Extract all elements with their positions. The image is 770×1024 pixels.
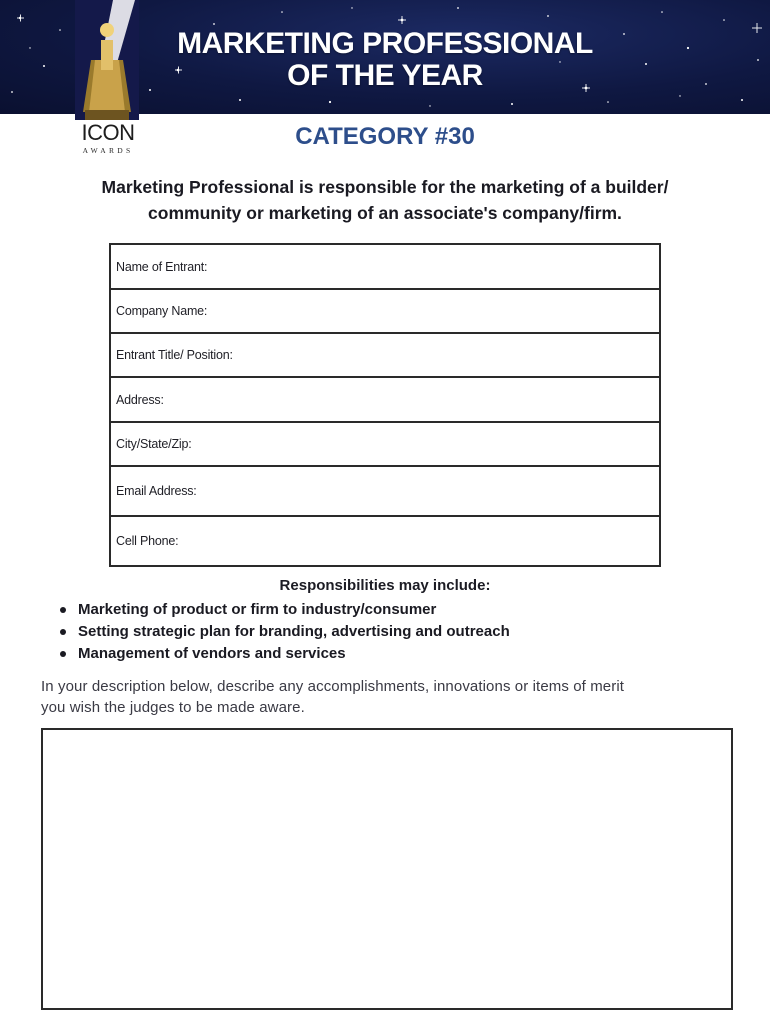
description-instructions <box>41 676 731 718</box>
logo-text: ICON <box>81 120 135 145</box>
city-state-zip-field[interactable] <box>111 423 659 467</box>
description-line1: In your description below, describe any accomplishments, innovations or items of merit <box>41 678 625 695</box>
description-line2: you wish the judges to be made aware. <box>41 699 305 716</box>
field-label: Address: <box>116 392 164 407</box>
trophy-icon <box>75 0 139 122</box>
field-label: Entrant Title/ Position: <box>116 348 233 362</box>
name-of-entrant-field[interactable] <box>111 245 659 290</box>
field-label: Email Address: <box>116 484 197 498</box>
company-name-field[interactable] <box>111 290 659 334</box>
list-item <box>58 621 510 643</box>
entrant-form <box>109 243 661 567</box>
cell-phone-field[interactable] <box>111 517 659 565</box>
bullet-icon <box>60 607 66 613</box>
list-item-text: Management of vendors and services <box>78 645 346 662</box>
intro-line2: community or marketing of an associate's company/firm. <box>148 203 622 223</box>
field-label: Name of Entrant: <box>116 259 208 274</box>
field-label: Cell Phone: <box>116 534 179 548</box>
description-textarea[interactable] <box>41 728 733 1010</box>
list-item-text: Marketing of product or firm to industry/consumer <box>78 601 437 618</box>
banner-title-line2: OF THE YEAR <box>287 59 483 92</box>
intro-line1: Marketing Professional is responsible for the marketing of a builder/ <box>101 177 669 197</box>
email-address-field[interactable] <box>111 467 659 517</box>
bullet-icon <box>60 629 66 635</box>
category-heading: CATEGORY #30 <box>295 123 475 150</box>
address-field[interactable] <box>111 378 659 423</box>
list-item <box>58 643 510 665</box>
responsibilities-list <box>58 599 510 665</box>
bullet-icon <box>60 651 66 657</box>
field-label: Company Name: <box>116 304 208 318</box>
logo-subtext: AWARDS <box>82 146 134 155</box>
list-item <box>58 599 510 621</box>
field-label: City/State/Zip: <box>116 437 192 451</box>
entrant-title-field[interactable] <box>111 334 659 378</box>
intro-text <box>30 174 740 226</box>
list-item-text: Setting strategic plan for branding, advertising and outreach <box>78 623 510 640</box>
banner-title-line1: MARKETING PROFESSIONAL <box>177 27 593 60</box>
responsibilities-heading: Responsibilities may include: <box>279 577 491 594</box>
